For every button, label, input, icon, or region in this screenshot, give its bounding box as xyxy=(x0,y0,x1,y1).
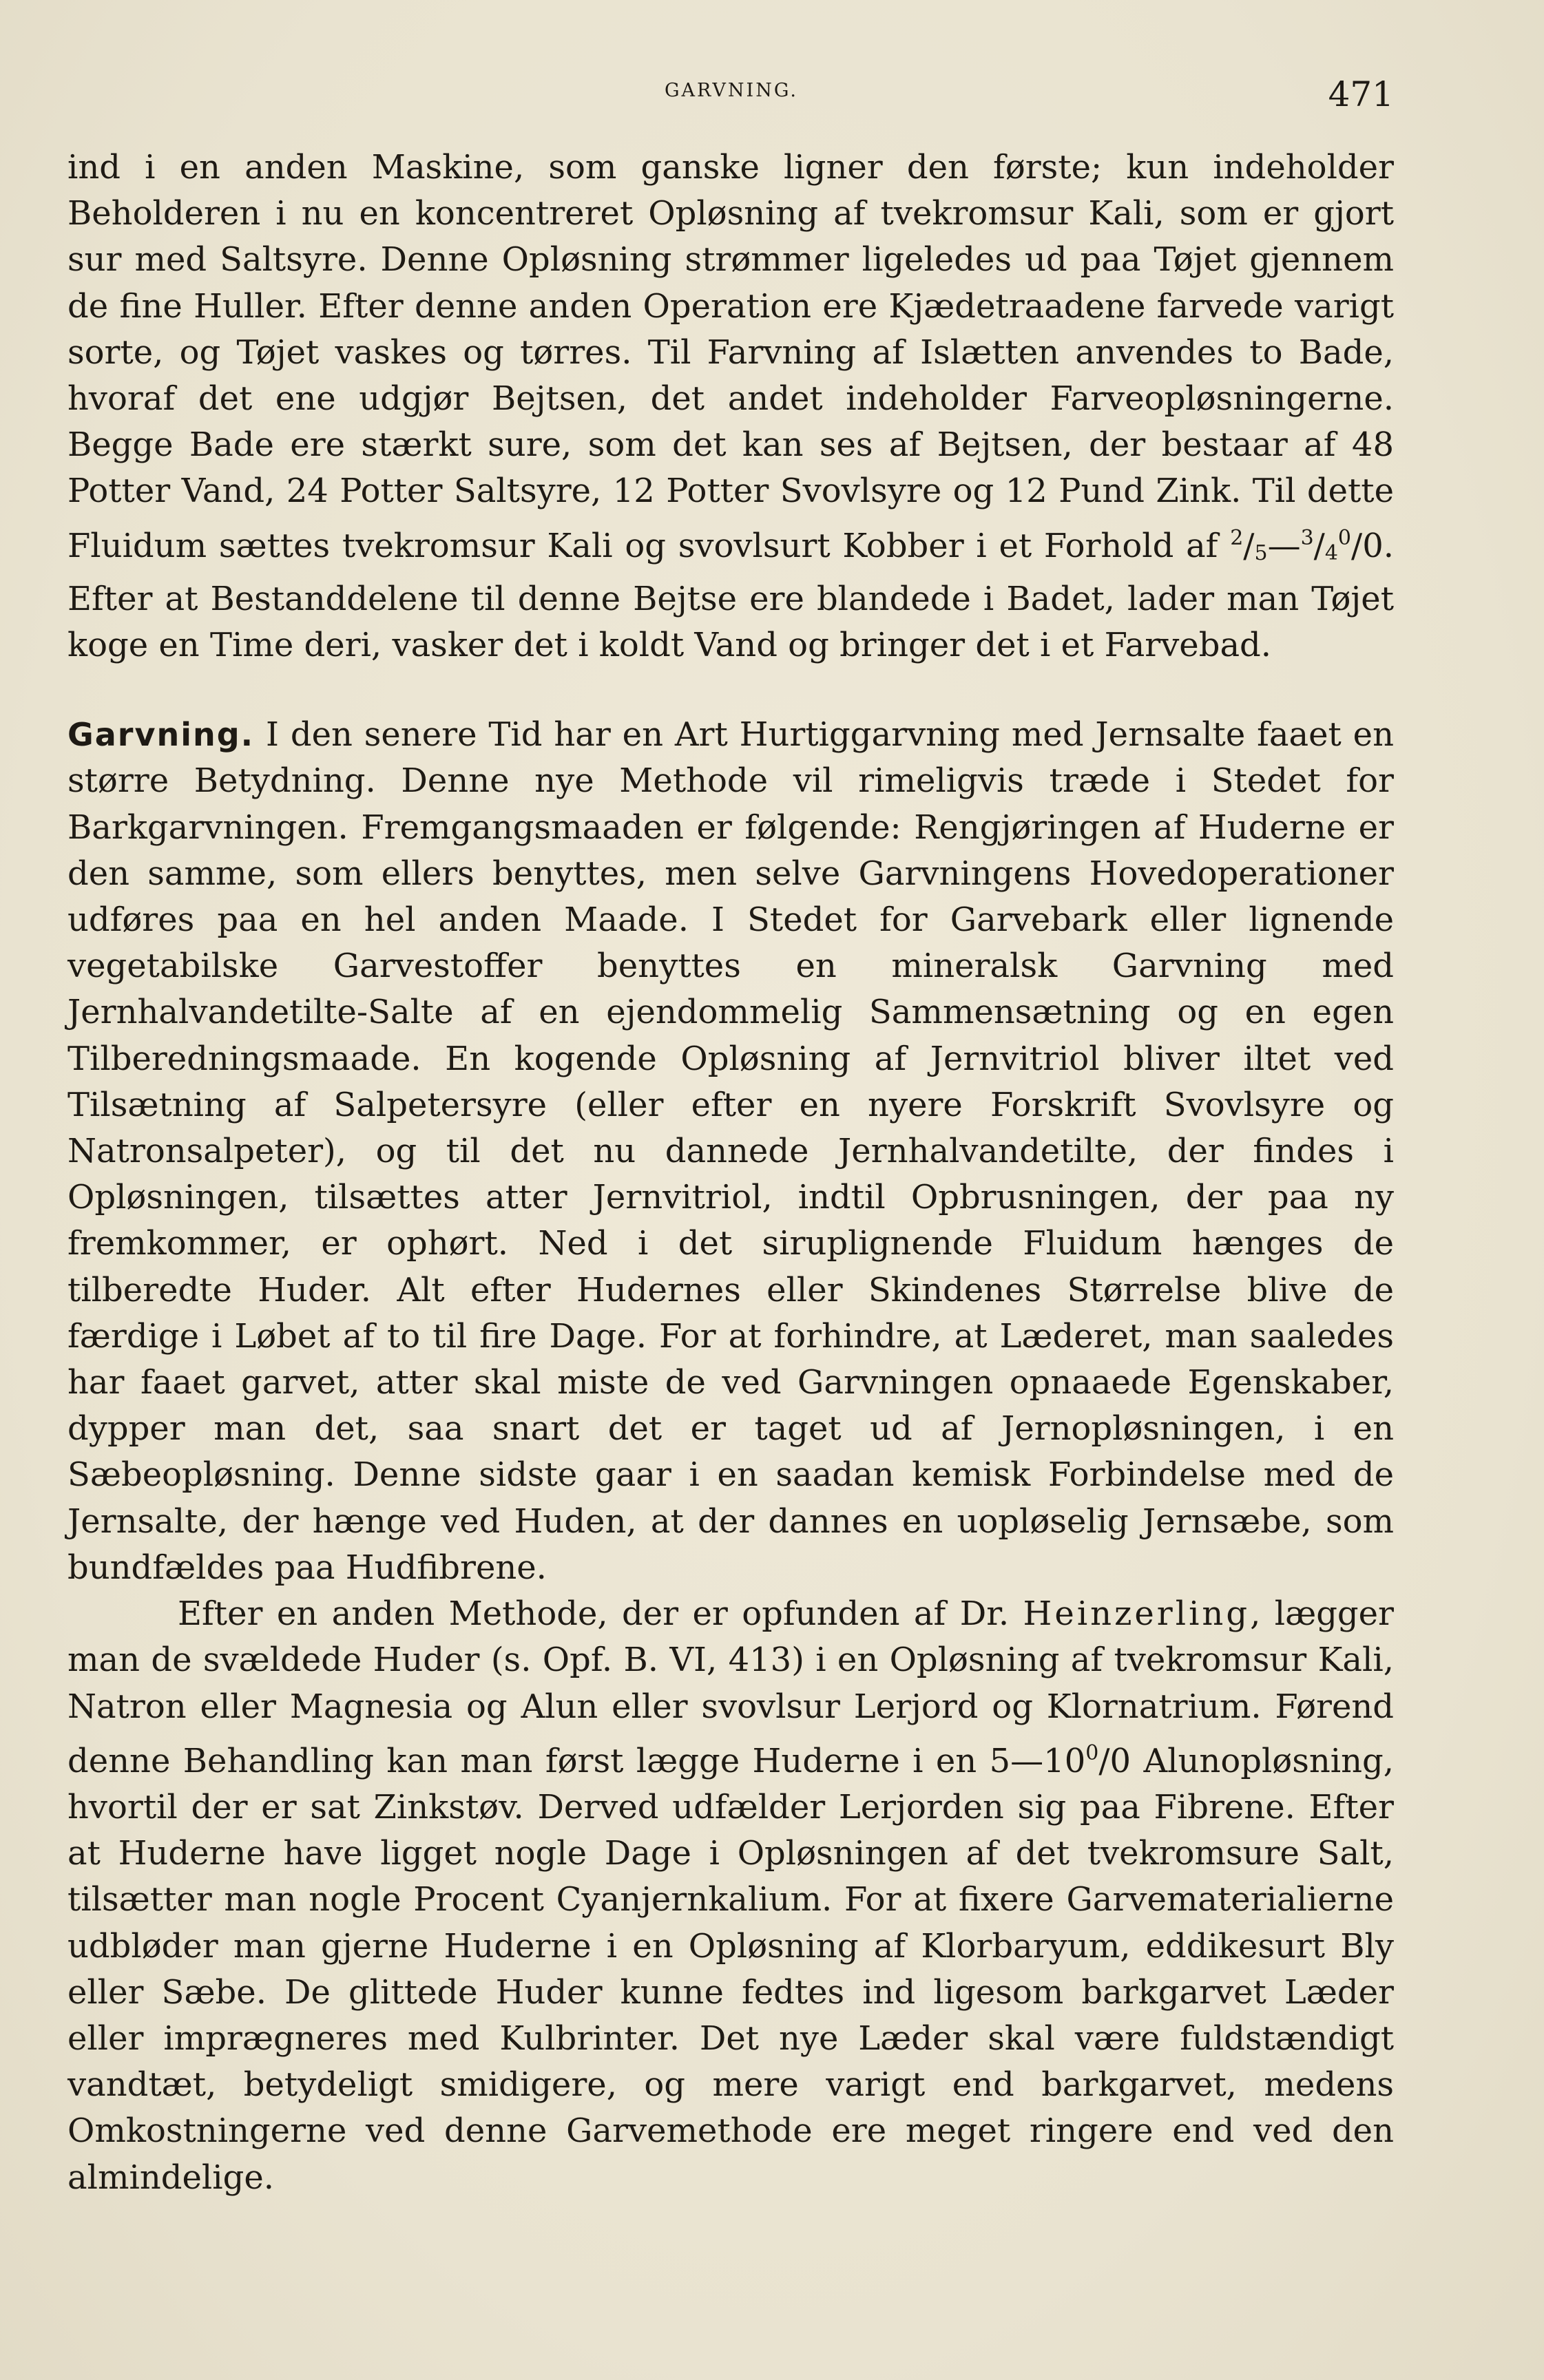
paragraph-2-text: I den senere Tid har en Art Hurtiggarvning med Jernsalte faaet en større Betydning. Denne nye Methode vil rimeligvis træde i Stedet for Barkgarvningen. Fremgangsmaaden er følgende: Rengjøringen af Huderne er den samme, som ellers benyttes, men selve Garvningens Hovedoperationer udføres paa en hel anden Maade. I Stedet for Garvebark eller lignende vegetabilske Garvestoffer benyttes en mineralsk Garvning med Jernhalvandetilte-Salte af en ejendommelig Sammensætning og en egen Tilberedningsmaade. En kogende Opløsning af Jernvitriol bliver iltet ved Tilsætning af Salpetersyre (eller efter en nyere Forskrift Svovlsyre og Natronsalpeter), og til det nu dannede Jernhalvandetilte, der findes i Opløsningen, tilsættes atter Jernvitriol, indtil Opbrusningen, der paa ny fremkommer, er ophørt. Ned i det siruplignende Fluidum hænges de tilberedte Huder. Alt efter Hudernes eller Skindenes Størrelse blive de færdige i Løbet af to til fire Dage. For at forhindre, at Læderet, man saaledes har faaet garvet, atter skal miste de ved Garvningen opnaaede Egenskaber, dypper man det, saa snart det er taget ud af Jernopløsningen, i en Sæbeopløsning. Denne sidste gaar i en saadan kemisk Forbindelse med de Jernsalte, der hænge ved Huden, at der dannes en uopløselig Jernsæbe, som bundfældes paa Hudfibrene. xyxy=(67,715,1394,1587)
paragraph-1: ind i en anden Maskine, som ganske ligner den første; kun indeholder Beholderen i nu en koncentreret Opløsning af tvekromsur Kali, som er gjort sur med Saltsyre. Denne Opløsning strømmer ligeledes ud paa Tøjet gjennem de fine Huller. Efter denne anden Operation ere Kjædetraadene farvede varigt sorte, og Tøjet vaskes og tørres. Til Farvning af Islætten anvendes to Bade, hvoraf det ene udgjør Bejtsen, det andet indeholder Farveopløsningerne. Begge Bade ere stærkt sure, som det kan ses af Bejtsen, der bestaar af 48 Potter Vand, 24 Potter Saltsyre, 12 Potter Svovlsyre og 12 Pund Zink. Til dette Fluidum sættes tvekromsur Kali og svovlsurt Kobber i et Forhold af $^2/_5—^3/_4^0/0$. Efter at Bestanddelene til denne Bejtse ere blandede i Badet, lader man Tøjet koge en Time deri, vasker det i koldt Vand og bringer det i et Farvebad. xyxy=(67,148,1394,665)
paragraph-1-end: . Efter at Bestanddelene til denne Bejtse ere blandede i Badet, lader man Tøjet koge en Time deri, vasker det i koldt Vand og bringer det i et Farvebad. xyxy=(67,526,1394,665)
percent-tail: /0 xyxy=(1098,1741,1131,1780)
paragraph-2 xyxy=(67,712,1394,1591)
ratio-denominator-2: 4 xyxy=(1324,540,1338,565)
paragraph-3-text-b: , lægger man de svældede Huder (s. Opf. B. VI, 413) i en Opløsning af tvekromsur Kali, Natron eller Magnesia og Alun eller svovlsur Lerjord og Klornatrium. Førend denne Behandling kan man først lægge Huderne i en 5—10 xyxy=(67,1594,1394,1780)
ratio-percent-sup: 0 xyxy=(1337,525,1352,550)
paragraph-3 xyxy=(67,1591,1394,2201)
page-number: 471 xyxy=(1328,74,1394,114)
author-name: Heinzerling xyxy=(1023,1594,1251,1634)
paragraph-3-text-c: Alunopløsning, hvortil der er sat Zinkstøv. Derved udfælder Lerjorden sig paa Fibrene. Efter at Huderne have ligget nogle Dage i Opløsningen af det tvekromsure Salt, tilsætter man nogle Procent Cyanjernkalium. For at fixere Garvematerialierne udbløder man gjerne Huderne i en Opløsning af Klorbaryum, eddikesurt Bly eller Sæbe. De glittede Huder kunne fedtes ind ligesom barkgarvet Læder eller imprægneres med Kulbrinter. Det nye Læder skal være fuldstændigt vandtæt, betydeligt smidigere, og mere varigt end barkgarvet, medens Omkostningerne ved denne Garvemethode ere meget ringere end ved den almindelige. xyxy=(67,1741,1394,2197)
running-head xyxy=(69,74,1394,116)
ratio-numerator-1: 2 xyxy=(1230,525,1244,550)
ratio-dash: — xyxy=(1267,526,1301,565)
paragraph-3-text-a: Efter en anden Methode, der er opfunden af Dr. xyxy=(178,1594,1023,1634)
section-heading: Garvning. xyxy=(67,716,255,754)
paragraph-1-text: ind i en anden Maskine, som ganske ligner den første; kun indeholder Beholderen i nu en koncentreret Opløsning af tvekromsur Kali, som er gjort sur med Saltsyre. Denne Opløsning strømmer ligeledes ud paa Tøjet gjennem de fine Huller. Efter denne anden Operation ere Kjædetraadene farvede varigt sorte, og Tøjet vaskes og tørres. Til Farvning af Islætten anvendes to Bade, hvoraf det ene udgjør Bejtsen, det andet indeholder Farveopløsningerne. Begge Bade ere stærkt sure, som det kan ses af Bejtsen, der bestaar af 48 Potter Vand, 24 Potter Saltsyre, 12 Potter Svovlsyre og 12 Pund Zink. Til dette Fluidum sættes tvekromsur Kali og svovlsurt Kobber i et Forhold af xyxy=(67,148,1394,565)
running-title: GARVNING. xyxy=(664,80,799,101)
ratio-numerator-2: 3 xyxy=(1300,525,1314,550)
ratio-percent-tail: /0 xyxy=(1351,526,1384,565)
percent-sup: 0 xyxy=(1085,1740,1099,1765)
body-text xyxy=(67,145,1394,2201)
ratio-denominator-1: 5 xyxy=(1254,540,1268,565)
